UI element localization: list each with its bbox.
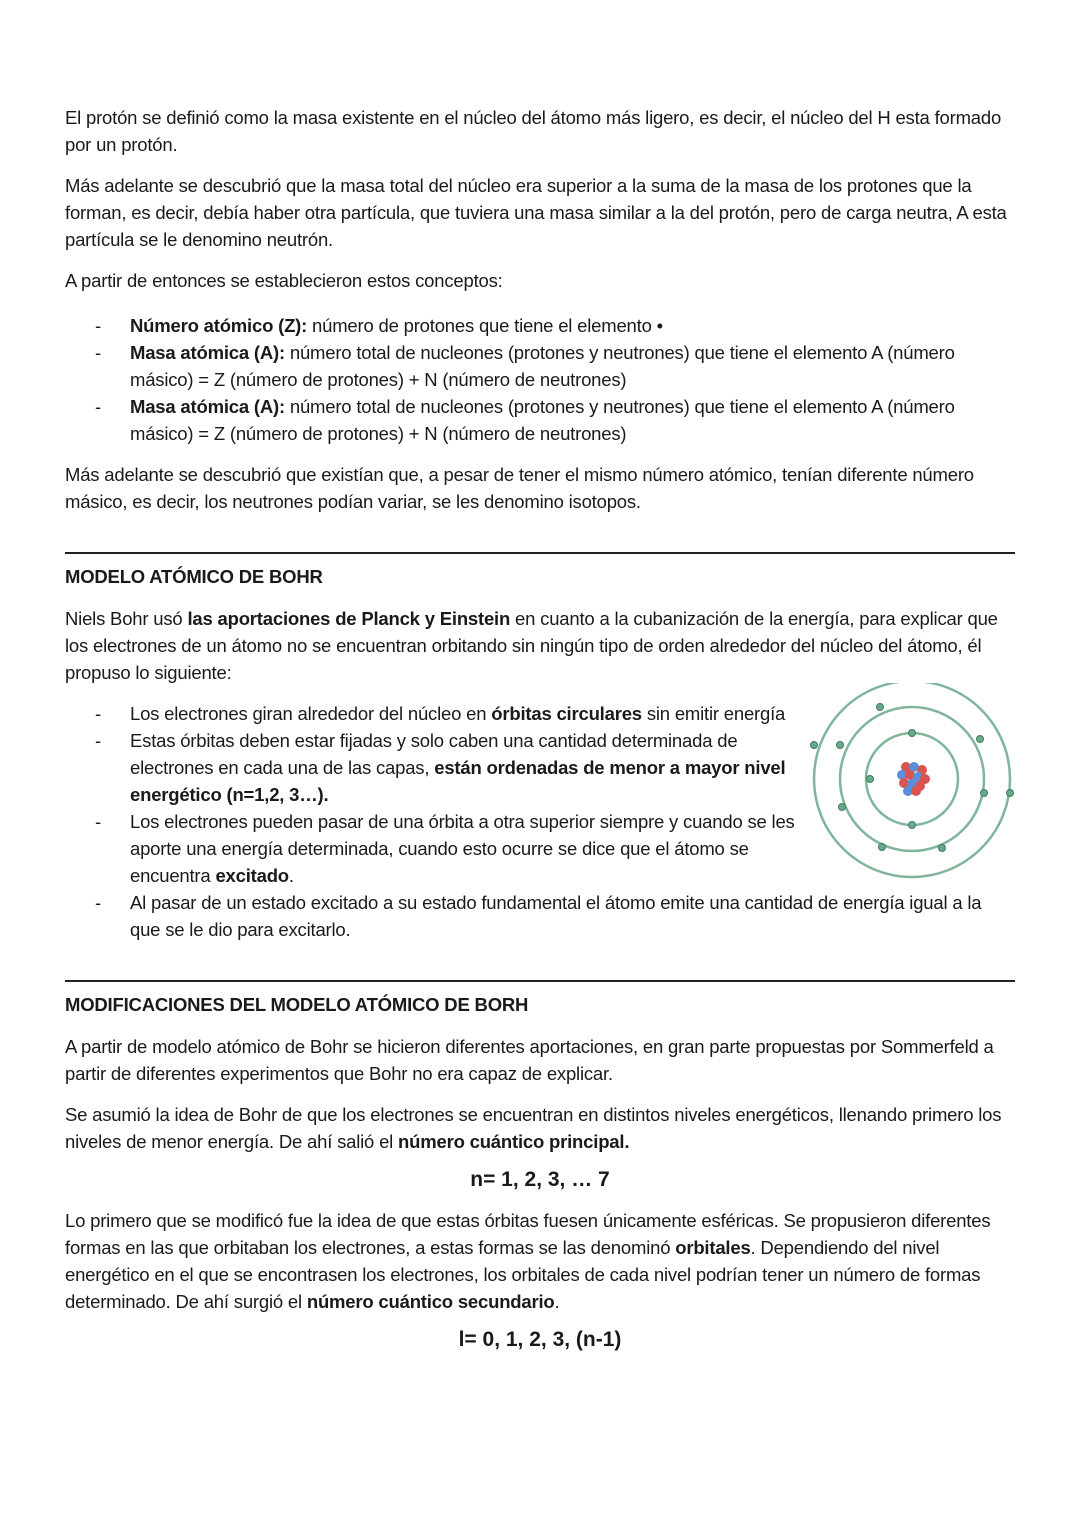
list-item xyxy=(65,312,1015,339)
intro-paragraph-proton: El protón se definió como la masa existente en el núcleo del átomo más ligero, es decir, el núcleo del H esta formado por un protón. xyxy=(65,107,1002,155)
section-divider xyxy=(65,552,1015,554)
formula-secondary-quantum-number: l= 0, 1, 2, 3, (n-1) xyxy=(458,1328,622,1351)
concept-text: número de protones que tiene el elemento • xyxy=(307,315,663,336)
intro-paragraph-concepts: A partir de entonces se establecieron estos conceptos: xyxy=(65,270,503,291)
list-item xyxy=(65,393,1015,447)
list-item: - Los electrones giran alrededor del núcleo en órbitas circulares sin emitir energía xyxy=(65,700,790,727)
mods-paragraph-orbitals: Lo primero que se modificó fue la idea de que estas órbitas fuesen únicamente esféricas. Se propusieron diferentes formas en las que orbitaban los electrones, a estas formas se las denominó orbitales. Dependiendo del nivel energético en el que se encontrasen los electrones, los orbitales de cada nivel podrían tener un número de formas determinado. De ahí surgió el número cuántico secundario. xyxy=(65,1210,991,1312)
mods-paragraph-principal: Se asumió la idea de Bohr de que los electrones se encuentran en distintos niveles energéticos, llenando primero los niveles de menor energía. De ahí salió el número cuántico principal. xyxy=(65,1104,1002,1152)
intro-paragraph-isotopes: Más adelante se descubrió que existían que, a pesar de tener el mismo número atómico, tenían diferente número másico, es decir, los neutrones podían variar, se les denomino isotopos. xyxy=(65,464,974,512)
concept-term: Masa atómica (A): xyxy=(130,342,285,363)
list-item: - Los electrones pueden pasar de una órbita a otra superior siempre y cuando se les aporte una energía determinada, cuando esto ocurre se dice que el átomo se encuentra excitado. xyxy=(65,808,805,889)
section-divider xyxy=(65,980,1015,982)
electron xyxy=(909,730,916,737)
electron xyxy=(867,776,874,783)
list-item: - Estas órbitas deben estar fijadas y solo caben una cantidad determinada de electrones en cada una de las capas, están ordenadas de menor a mayor nivel energético (n=1,2, 3…). xyxy=(65,727,790,808)
concept-text: número total de nucleones (protones y neutrones) que tiene el elemento A (número másico) = Z (número de protones) + N (número de neutrones) xyxy=(130,342,955,390)
nucleus xyxy=(897,762,930,796)
electron xyxy=(839,804,846,811)
list-item: - Al pasar de un estado excitado a su estado fundamental el átomo emite una cantidad de energía igual a la que se le dio para excitarlo. xyxy=(65,889,1015,943)
concepts-list xyxy=(65,312,1015,447)
formula-principal-quantum-number: n= 1, 2, 3, … 7 xyxy=(470,1168,610,1191)
mods-paragraph-sommerfeld: A partir de modelo atómico de Bohr se hicieron diferentes aportaciones, en gran parte propuestas por Sommerfeld a partir de diferentes experimentos que Bohr no era capaz de explicar. xyxy=(65,1036,994,1084)
concept-term: Masa atómica (A): xyxy=(130,396,285,417)
intro-paragraph-neutron: Más adelante se descubrió que la masa total del núcleo era superior a la suma de la masa de los protones que la forman, es decir, debía haber otra partícula, que tuviera una masa similar a la del protón, pero de carga neutra, A esta partícula se le denomino neutrón. xyxy=(65,175,1007,250)
electron xyxy=(981,790,988,797)
bohr-atom-illustration xyxy=(808,683,1016,883)
electron xyxy=(877,704,884,711)
electron xyxy=(811,742,818,749)
concept-term: Número atómico (Z): xyxy=(130,315,308,336)
electron xyxy=(879,844,886,851)
section-title-modifications: MODIFICACIONES DEL MODELO ATÓMICO DE BORH xyxy=(65,994,529,1015)
list-item xyxy=(65,339,1015,393)
electron xyxy=(1007,790,1014,797)
electron xyxy=(909,822,916,829)
electron xyxy=(837,742,844,749)
electron xyxy=(939,845,946,852)
section-title-bohr: MODELO ATÓMICO DE BOHR xyxy=(65,566,323,587)
electron xyxy=(977,736,984,743)
bohr-paragraph: Niels Bohr usó las aportaciones de Planck y Einstein en cuanto a la cubanización de la energía, para explicar que los electrones de un átomo no se encuentran orbitando sin ningún tipo de orden alrededor del núcleo del átomo, él propuso lo siguiente: xyxy=(65,608,998,683)
concept-text: número total de nucleones (protones y neutrones) que tiene el elemento A (número másico) = Z (número de protones) + N (número de neutrones) xyxy=(130,396,955,444)
